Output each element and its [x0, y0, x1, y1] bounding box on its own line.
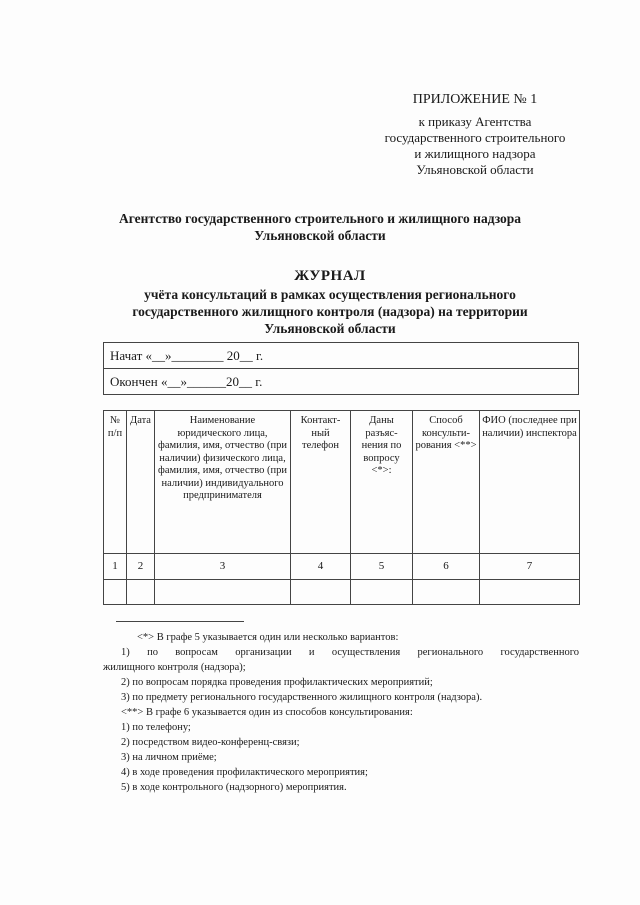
footnote-divider — [116, 621, 244, 622]
appendix-line: государственного строительного — [384, 130, 566, 145]
agency-line: Ульяновской области — [254, 228, 386, 243]
column-number: 7 — [480, 554, 580, 580]
empty-cell — [351, 580, 413, 605]
footnote-line: 3) на личном приёме; — [121, 752, 217, 763]
footnote-line: <*> В графе 5 указывается один или несколько вариантов: — [137, 632, 399, 643]
header-cell-inspector: ФИО (последнее при наличии) инспектора — [480, 411, 580, 554]
header-cell-topic: Даны разъяс-нения по вопросу <*>: — [351, 411, 413, 554]
footnote-line: <**> В графе 6 указывается один из способов консультирования: — [121, 707, 413, 718]
empty-cell — [155, 580, 291, 605]
ended-date-field: Окончен «__»______20__ г. — [104, 369, 579, 395]
footnote-line: 1) по телефону; — [121, 722, 191, 733]
table-empty-row — [104, 580, 580, 605]
empty-cell — [480, 580, 580, 605]
journal-heading — [100, 268, 560, 337]
footnote-line: жилищного контроля (надзора); — [103, 662, 246, 673]
header-cell-name: Наименование юридического лица, фамилия, имя, отчество (при наличии) физического лица, фамилия, имя, отчество (при наличии) индивидуального предпринимателя — [155, 411, 291, 554]
footnote-line: 3) по предмету регионального государственного жилищного контроля (надзора). — [121, 692, 483, 703]
header-cell-date: Дата — [127, 411, 155, 554]
empty-cell — [413, 580, 480, 605]
column-number: 6 — [413, 554, 480, 580]
column-number: 5 — [351, 554, 413, 580]
journal-subtitle-line: Ульяновской области — [264, 321, 396, 336]
footnote-line: 4) в ходе проведения профилактического мероприятия; — [121, 767, 368, 778]
header-cell-number: № п/п — [104, 411, 127, 554]
appendix-line: Ульяновской области — [416, 162, 534, 177]
header-cell-phone: Контакт-ный телефон — [291, 411, 351, 554]
footnote-line: 1) по вопросам организации и осуществления регионального государственного — [121, 647, 579, 658]
column-number: 1 — [104, 554, 127, 580]
column-number: 3 — [155, 554, 291, 580]
journal-subtitle-line: учёта консультаций в рамках осуществления регионального — [144, 287, 516, 302]
agency-line: Агентство государственного строительного и жилищного надзора — [118, 211, 522, 226]
appendix-line: к приказу Агентства — [418, 114, 532, 129]
column-number: 2 — [127, 554, 155, 580]
dates-table — [103, 342, 579, 395]
footnote-line: 2) по вопросам порядка проведения профилактических мероприятий; — [121, 677, 433, 688]
footnote-line: 2) посредством видео-конференц-связи; — [121, 737, 300, 748]
journal-table — [103, 410, 580, 605]
agency-heading — [100, 210, 540, 244]
appendix-block — [360, 92, 590, 178]
journal-subtitle-line: государственного жилищного контроля (надзора) на территории — [132, 304, 528, 319]
appendix-line: и жилищного надзора — [414, 146, 536, 161]
empty-cell — [104, 580, 127, 605]
table-header-row — [104, 411, 580, 554]
column-number: 4 — [291, 554, 351, 580]
header-cell-method: Способ консульти-рования <**> — [413, 411, 480, 554]
footnote-line: 5) в ходе контрольного (надзорного) мероприятия. — [121, 782, 347, 793]
appendix-title: ПРИЛОЖЕНИЕ № 1 — [412, 92, 538, 107]
started-date-field: Начат «__»________ 20__ г. — [104, 343, 579, 369]
empty-cell — [291, 580, 351, 605]
footnotes — [103, 630, 579, 795]
table-number-row — [104, 554, 580, 580]
journal-title: ЖУРНАЛ — [294, 268, 366, 284]
empty-cell — [127, 580, 155, 605]
